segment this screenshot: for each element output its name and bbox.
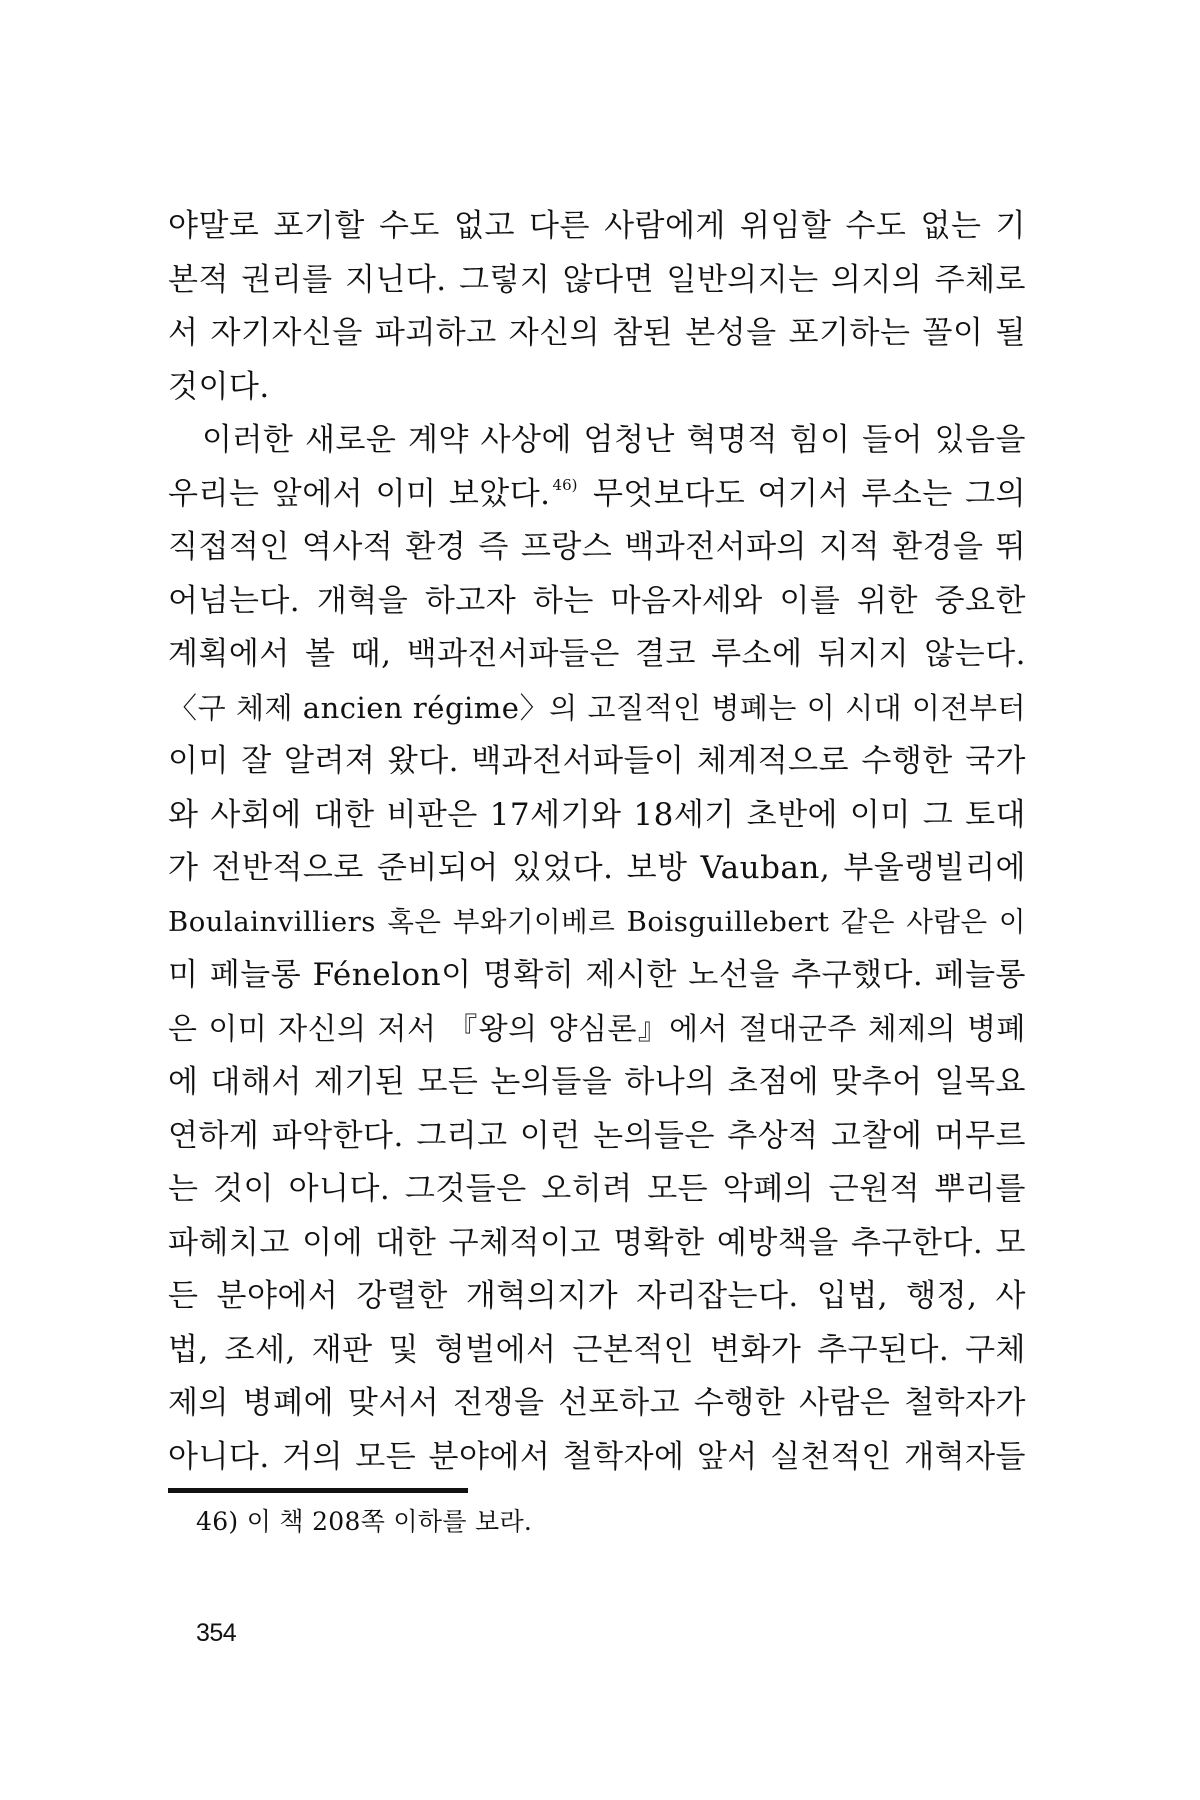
text-line: 계획에서 볼 때, 백과전서파들은 결코 루소에 뒤지지 않는다. [168, 636, 1026, 672]
text-line: 서 자기자신을 파괴하고 자신의 참된 본성을 포기하는 꼴이 될 [168, 315, 1026, 351]
text-line: 미 페늘롱 Fénelon이 명확히 제시한 노선을 추구했다. 페늘롱 [168, 957, 1026, 993]
text-line: 〈구 체제 ancien régime〉의 고질적인 병폐는 이 시대 이전부터 [168, 690, 1026, 725]
text-line: 이미 잘 알려져 왔다. 백과전서파들이 체계적으로 수행한 국가 [168, 743, 1026, 779]
text-line: 파헤치고 이에 대한 구체적이고 명확한 예방책을 추구한다. 모 [168, 1224, 1026, 1261]
text-segment: 무엇보다도 여기서 루소는 그의 [592, 475, 1027, 512]
text-line: 가 전반적으로 준비되어 있었다. 보방 Vauban, 부울랭빌리에 [168, 850, 1026, 886]
text-line: 제의 병폐에 맞서서 전쟁을 선포하고 수행한 사람은 철학자가 [168, 1385, 1026, 1421]
text-line: 아니다. 거의 모든 분야에서 철학자에 앞서 실천적인 개혁자들 [168, 1438, 1026, 1475]
text-line: 연하게 파악한다. 그리고 이런 논의들은 추상적 고찰에 머무르 [168, 1117, 1026, 1154]
text-line: 직접적인 역사적 환경 즉 프랑스 백과전서파의 지적 환경을 뛰 [168, 529, 1026, 565]
text-line-with-footnote [168, 468, 1026, 522]
text-line: 야말로 포기할 수도 없고 다른 사람에게 위임할 수도 없는 기 [168, 208, 1026, 244]
footnote-reference: 46) [552, 475, 578, 494]
footnote-divider [168, 1488, 468, 1493]
footnote: 46) 이 책 208쪽 이하를 보라. [196, 1507, 533, 1536]
page-number: 354 [196, 1619, 237, 1647]
text-line: Boulainvilliers 혹은 부와기이베르 Boisguillebert 같은 사람은 이 [168, 905, 1026, 938]
text-line: 와 사회에 대한 비판은 17세기와 18세기 초반에 이미 그 토대 [168, 796, 1026, 833]
text-line: 본적 권리를 지닌다. 그렇지 않다면 일반의지는 의지의 주체로 [168, 261, 1026, 298]
text-segment: 우리는 앞에서 이미 보았다. [168, 475, 551, 512]
text-line: 어넘는다. 개혁을 하고자 하는 마음자세와 이를 위한 중요한 [168, 582, 1026, 619]
text-line: 는 것이 아니다. 그것들은 오히려 모든 악폐의 근원적 뿌리를 [168, 1171, 1026, 1207]
body-text [168, 200, 1026, 1484]
text-line: 이러한 새로운 계약 사상에 엄청난 혁명적 힘이 들어 있음을 [202, 422, 1026, 458]
text-line: 법, 조세, 재판 및 형벌에서 근본적인 변화가 추구된다. 구체 [168, 1331, 1026, 1368]
text-line: 것이다. [168, 368, 270, 405]
text-line: 든 분야에서 강렬한 개혁의지가 자리잡는다. 입법, 행정, 사 [168, 1278, 1026, 1314]
text-line: 에 대해서 제기된 모든 논의들을 하나의 초점에 맞추어 일목요 [168, 1064, 1026, 1100]
text-line: 은 이미 자신의 저서 『왕의 양심론』에서 절대군주 체제의 병폐 [168, 1011, 1026, 1047]
